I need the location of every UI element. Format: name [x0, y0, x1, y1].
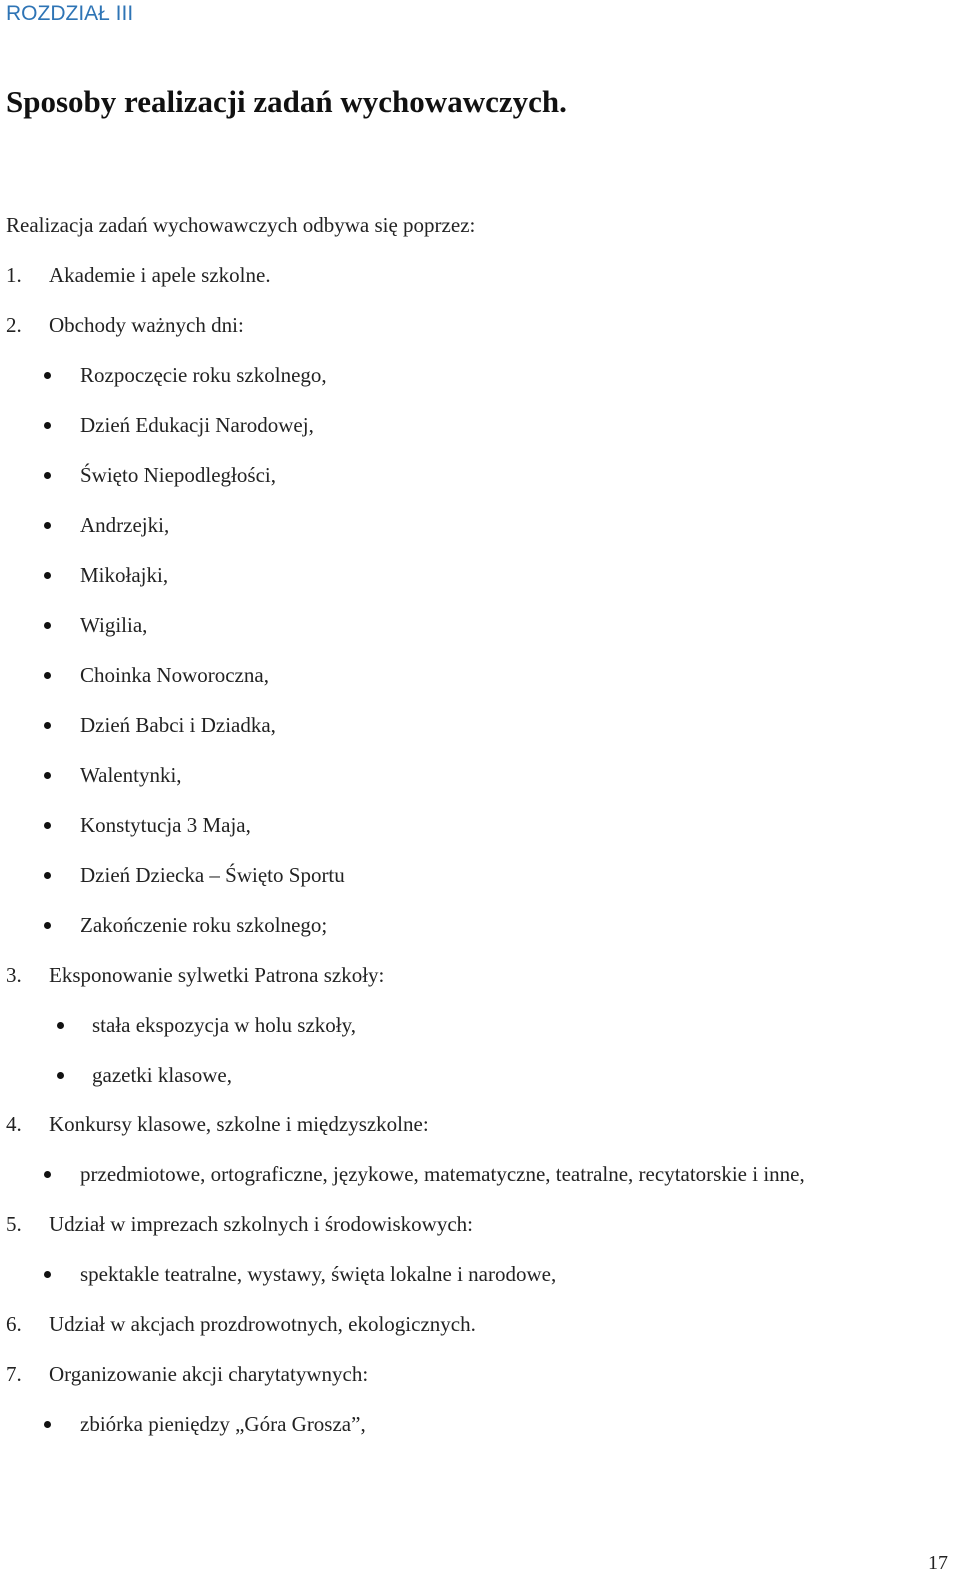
bullet-icon [44, 1271, 51, 1278]
bullet-text: zbiórka pieniędzy „Góra Grosza”, [80, 1412, 366, 1436]
item-text: Obchody ważnych dni: [49, 313, 244, 337]
page-number: 17 [928, 1552, 948, 1574]
bullet-icon [44, 372, 51, 379]
bullet-icon [57, 1022, 64, 1029]
bullet-text: Dzień Babci i Dziadka, [80, 713, 276, 737]
item-number: 5. [6, 1212, 22, 1236]
item-number: 2. [6, 313, 22, 337]
bullet-text: Rozpoczęcie roku szkolnego, [80, 363, 327, 387]
bullet-icon [44, 1171, 51, 1178]
item-text: Konkursy klasowe, szkolne i międzyszkolne: [49, 1112, 429, 1136]
bullet-text: spektakle teatralne, wystawy, święta lokalne i narodowe, [80, 1262, 557, 1286]
bullet-icon [44, 472, 51, 479]
bullet-text: Święto Niepodległości, [80, 463, 276, 487]
intro-text: Realizacja zadań wychowawczych odbywa się poprzez: [6, 213, 476, 237]
bullet-text: gazetki klasowe, [92, 1063, 232, 1087]
item-text: Udział w imprezach szkolnych i środowiskowych: [49, 1212, 473, 1236]
chapter-label: ROZDZIAŁ III [6, 2, 134, 25]
bullet-text: Andrzejki, [80, 513, 170, 537]
bullet-text: przedmiotowe, ortograficzne, językowe, matematyczne, teatralne, recytatorskie i inne, [80, 1162, 805, 1186]
bullet-text: Zakończenie roku szkolnego; [80, 913, 328, 937]
bullet-icon [44, 622, 51, 629]
section-heading: Sposoby realizacji zadań wychowawczych. [6, 84, 567, 119]
bullet-icon [44, 1421, 51, 1428]
bullet-icon [44, 722, 51, 729]
bullet-icon [44, 822, 51, 829]
item-number: 7. [6, 1362, 22, 1386]
bullet-icon [44, 872, 51, 879]
bullet-text: Dzień Dziecka – Święto Sportu [80, 863, 345, 887]
item-text: Eksponowanie sylwetki Patrona szkoły: [49, 963, 385, 987]
bullet-text: stała ekspozycja w holu szkoły, [92, 1013, 356, 1037]
item-text: Udział w akcjach prozdrowotnych, ekologicznych. [49, 1312, 476, 1336]
item-text: Organizowanie akcji charytatywnych: [49, 1362, 369, 1386]
bullet-icon [44, 522, 51, 529]
bullet-icon [44, 422, 51, 429]
bullet-icon [44, 572, 51, 579]
bullet-icon [44, 772, 51, 779]
bullet-text: Choinka Noworoczna, [80, 663, 269, 687]
bullet-text: Konstytucja 3 Maja, [80, 813, 251, 837]
item-number: 6. [6, 1312, 22, 1336]
bullet-text: Walentynki, [80, 763, 182, 787]
bullet-icon [44, 672, 51, 679]
bullet-icon [57, 1072, 64, 1079]
item-number: 4. [6, 1112, 22, 1136]
bullet-text: Mikołajki, [80, 563, 169, 587]
bullet-icon [44, 922, 51, 929]
item-number: 1. [6, 263, 22, 287]
bullet-text: Wigilia, [80, 613, 148, 637]
item-number: 3. [6, 963, 22, 987]
item-text: Akademie i apele szkolne. [49, 263, 271, 287]
bullet-text: Dzień Edukacji Narodowej, [80, 413, 314, 437]
